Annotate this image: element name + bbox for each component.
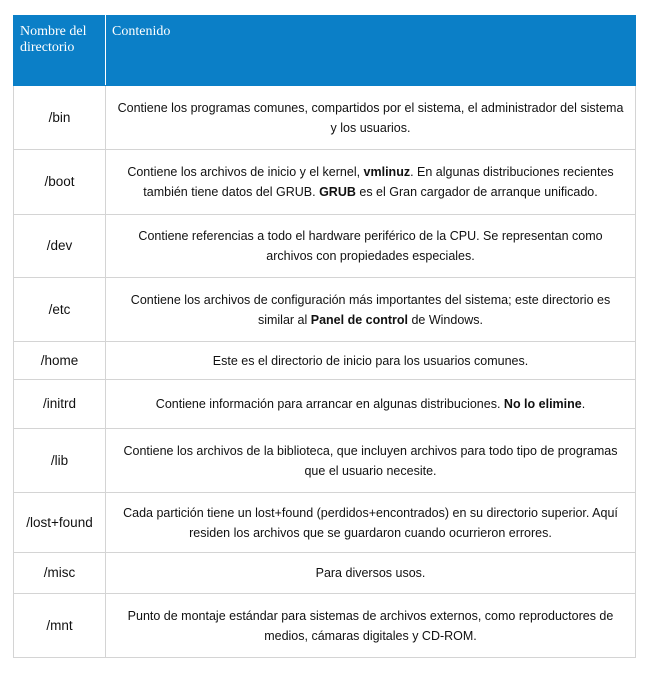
directory-description: Cada partición tiene un lost+found (perdidos+encontrados) en su directorio superior. Aquí residen los archivos que se guardaron cuando ocurrieron errores. (106, 493, 636, 553)
directory-name: /boot (14, 150, 106, 215)
table-row (14, 86, 636, 150)
directory-name: /dev (14, 215, 106, 278)
directory-name: /lib (14, 429, 106, 493)
directory-name: /etc (14, 278, 106, 342)
table-header-row (14, 16, 636, 86)
table-row (14, 493, 636, 553)
directory-table (13, 15, 636, 658)
table-row (14, 215, 636, 278)
directory-description: Contiene los programas comunes, compartidos por el sistema, el administrador del sistema y los usuarios. (106, 86, 636, 150)
table-row (14, 553, 636, 594)
header-content: Contenido (106, 16, 636, 86)
table-row (14, 342, 636, 380)
directory-name: /misc (14, 553, 106, 594)
directory-description: Contiene los archivos de inicio y el kernel, vmlinuz. En algunas distribuciones recientes también tiene datos del GRUB. GRUB es el Gran cargador de arranque unificado. (106, 150, 636, 215)
directory-description: Contiene información para arrancar en algunas distribuciones. No lo elimine. (106, 380, 636, 429)
directory-description: Este es el directorio de inicio para los usuarios comunes. (106, 342, 636, 380)
directory-description: Contiene los archivos de configuración más importantes del sistema; este directorio es similar al Panel de control de Windows. (106, 278, 636, 342)
directory-name: /lost+found (14, 493, 106, 553)
table-row (14, 594, 636, 658)
directory-description: Contiene referencias a todo el hardware periférico de la CPU. Se representan como archivos con propiedades especiales. (106, 215, 636, 278)
directory-name: /initrd (14, 380, 106, 429)
header-directory-name: Nombre del directorio (14, 16, 106, 86)
table-row (14, 380, 636, 429)
directory-name: /mnt (14, 594, 106, 658)
directory-name: /bin (14, 86, 106, 150)
directory-description: Para diversos usos. (106, 553, 636, 594)
directory-name: /home (14, 342, 106, 380)
directory-description: Contiene los archivos de la biblioteca, que incluyen archivos para todo tipo de programas que el usuario necesite. (106, 429, 636, 493)
table-row (14, 429, 636, 493)
table-row (14, 278, 636, 342)
table-row (14, 150, 636, 215)
directory-description: Punto de montaje estándar para sistemas de archivos externos, como reproductores de medios, cámaras digitales y CD-ROM. (106, 594, 636, 658)
